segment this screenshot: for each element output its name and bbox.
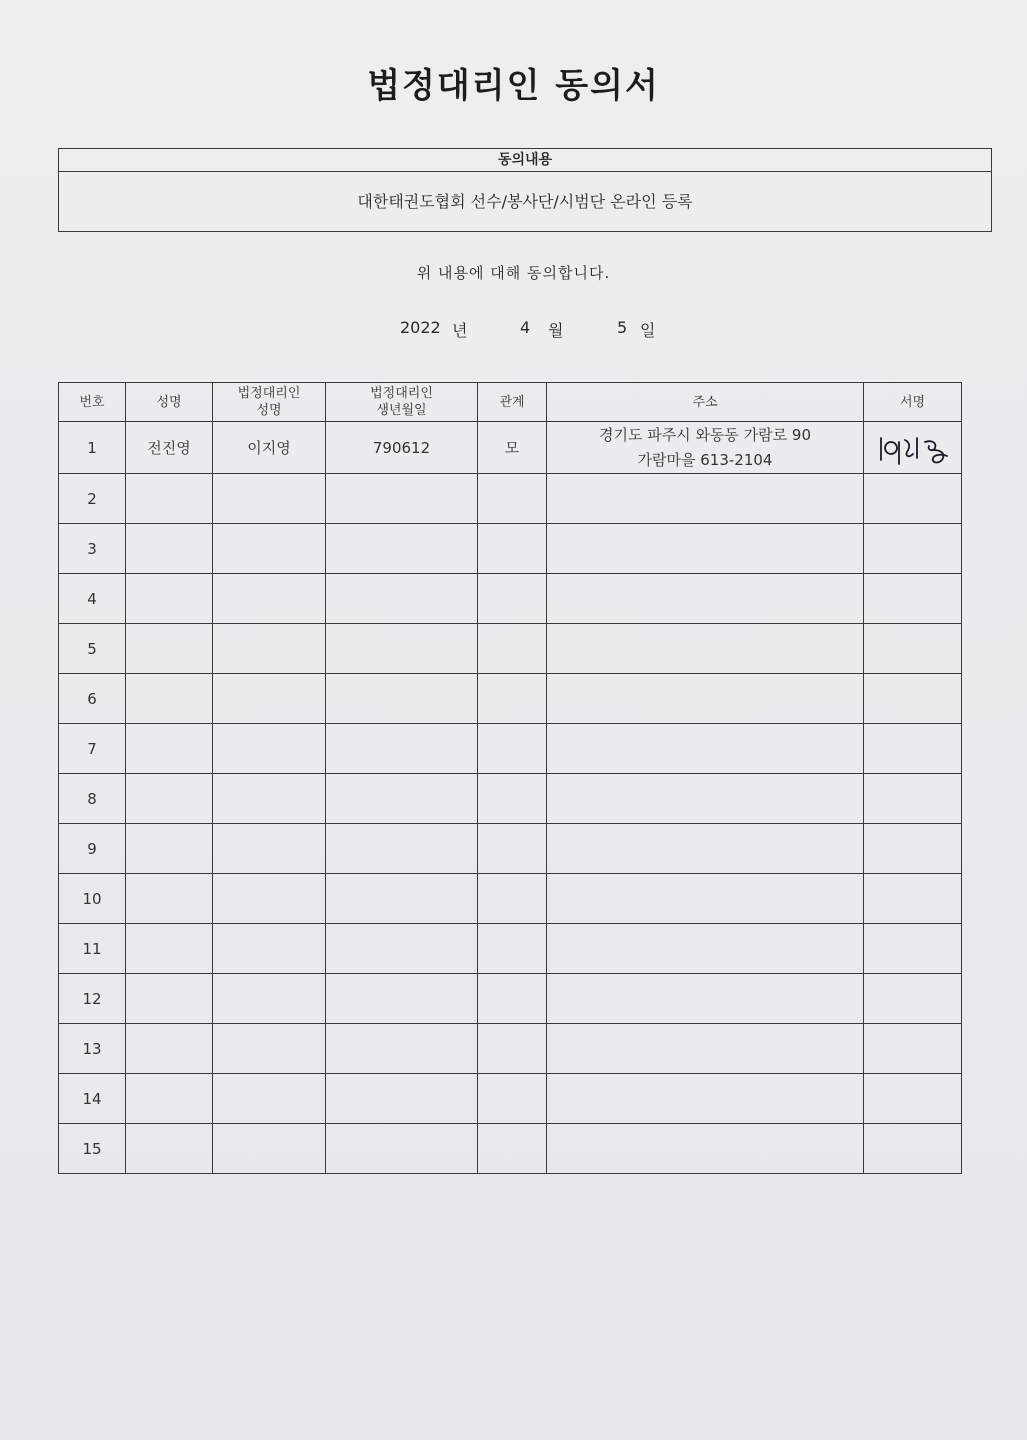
cell-guardian-birth — [326, 1074, 478, 1124]
header-no: 번호 — [59, 383, 126, 422]
consent-body: 대한태권도협회 선수/봉사단/시범단 온라인 등록 — [357, 192, 693, 211]
cell-no: 15 — [59, 1124, 126, 1174]
cell-name — [126, 524, 213, 574]
cell-guardian-birth — [326, 574, 478, 624]
table-header-row — [59, 383, 962, 422]
cell-address — [547, 574, 864, 624]
cell-guardian-birth — [326, 1024, 478, 1074]
table-row — [59, 674, 962, 724]
table-row — [59, 774, 962, 824]
header-guardian-name-line1: 법정대리인 — [237, 386, 301, 401]
cell-relation — [478, 724, 547, 774]
cell-guardian-birth — [326, 524, 478, 574]
cell-name — [126, 874, 213, 924]
table-row — [59, 724, 962, 774]
date-month-unit: 월 — [548, 321, 564, 340]
cell-no: 14 — [59, 1074, 126, 1124]
cell-relation — [478, 774, 547, 824]
header-signature: 서명 — [864, 383, 962, 422]
cell-name — [126, 774, 213, 824]
cell-guardian-birth — [326, 774, 478, 824]
date-row — [0, 318, 1027, 342]
cell-guardian-birth — [326, 624, 478, 674]
cell-address — [547, 724, 864, 774]
table-row — [59, 574, 962, 624]
cell-signature — [864, 974, 962, 1024]
consent-box — [58, 148, 992, 232]
cell-signature — [864, 874, 962, 924]
cell-signature — [864, 624, 962, 674]
cell-address — [547, 774, 864, 824]
cell-no: 3 — [59, 524, 126, 574]
cell-relation — [478, 974, 547, 1024]
cell-signature — [864, 1124, 962, 1174]
date-month: 4 — [520, 318, 531, 337]
cell-name — [126, 574, 213, 624]
cell-signature — [864, 824, 962, 874]
cell-signature — [864, 724, 962, 774]
cell-no: 9 — [59, 824, 126, 874]
date-day: 5 — [617, 318, 628, 337]
guardian-table — [58, 382, 962, 1174]
cell-relation — [478, 624, 547, 674]
table-row — [59, 924, 962, 974]
cell-name — [126, 1024, 213, 1074]
cell-name — [126, 1074, 213, 1124]
cell-guardian-name — [213, 874, 326, 924]
cell-guardian-birth — [326, 724, 478, 774]
table-row — [59, 874, 962, 924]
cell-no: 8 — [59, 774, 126, 824]
cell-address — [547, 1024, 864, 1074]
cell-guardian-name — [213, 724, 326, 774]
cell-relation — [478, 1124, 547, 1174]
cell-guardian-birth: 790612 — [326, 422, 478, 474]
table-row — [59, 1124, 962, 1174]
cell-guardian-birth — [326, 1124, 478, 1174]
cell-guardian-name — [213, 924, 326, 974]
cell-guardian-birth — [326, 974, 478, 1024]
address-line1: 경기도 파주시 와동동 가람로 90 — [598, 425, 812, 444]
cell-signature — [864, 1024, 962, 1074]
cell-relation — [478, 874, 547, 924]
cell-no: 13 — [59, 1024, 126, 1074]
cell-signature — [864, 574, 962, 624]
cell-relation — [478, 674, 547, 724]
table-row — [59, 474, 962, 524]
cell-guardian-name — [213, 974, 326, 1024]
cell-guardian-birth — [326, 474, 478, 524]
date-year: 2022 — [400, 318, 441, 337]
cell-address — [547, 874, 864, 924]
cell-signature — [864, 1074, 962, 1124]
table-row — [59, 824, 962, 874]
cell-name — [126, 824, 213, 874]
cell-relation — [478, 924, 547, 974]
header-name: 성명 — [126, 383, 213, 422]
cell-no: 1 — [59, 422, 126, 474]
header-relation: 관계 — [478, 383, 547, 422]
cell-name — [126, 974, 213, 1024]
cell-relation: 모 — [478, 422, 547, 474]
table-row — [59, 1074, 962, 1124]
agree-statement: 위 내용에 대해 동의합니다. — [416, 264, 611, 282]
document-title: 법정대리인 동의서 — [367, 66, 660, 106]
table-row — [59, 524, 962, 574]
consent-heading: 동의내용 — [59, 149, 991, 172]
cell-name — [126, 674, 213, 724]
cell-guardian-name — [213, 1124, 326, 1174]
cell-no: 7 — [59, 724, 126, 774]
table-row — [59, 974, 962, 1024]
header-guardian-name-line2: 성명 — [256, 403, 282, 418]
cell-guardian-name — [213, 524, 326, 574]
cell-no: 11 — [59, 924, 126, 974]
address-line2: 가람마을 613-2104 — [637, 450, 773, 469]
cell-guardian-name — [213, 624, 326, 674]
cell-guardian-name — [213, 824, 326, 874]
cell-name — [126, 1124, 213, 1174]
handwritten-signature — [873, 428, 953, 468]
cell-signature — [864, 524, 962, 574]
cell-address — [547, 1074, 864, 1124]
date-day-unit: 일 — [640, 321, 656, 340]
header-guardian-birth — [326, 383, 478, 422]
cell-relation — [478, 1074, 547, 1124]
cell-relation — [478, 1024, 547, 1074]
cell-signature — [864, 774, 962, 824]
header-guardian-name — [213, 383, 326, 422]
cell-signature — [864, 422, 962, 474]
cell-guardian-birth — [326, 874, 478, 924]
cell-guardian-name — [213, 474, 326, 524]
header-guardian-birth-line1: 법정대리인 — [370, 386, 433, 401]
cell-no: 5 — [59, 624, 126, 674]
table-row — [59, 422, 962, 474]
cell-relation — [478, 574, 547, 624]
cell-address — [547, 674, 864, 724]
cell-name — [126, 924, 213, 974]
cell-guardian-name: 이지영 — [213, 422, 326, 474]
cell-guardian-name — [213, 1024, 326, 1074]
cell-name — [126, 474, 213, 524]
table-row — [59, 624, 962, 674]
cell-relation — [478, 524, 547, 574]
cell-guardian-name — [213, 674, 326, 724]
cell-name — [126, 624, 213, 674]
cell-no: 10 — [59, 874, 126, 924]
cell-relation — [478, 824, 547, 874]
cell-address — [547, 624, 864, 674]
cell-name: 전진영 — [126, 422, 213, 474]
cell-address — [547, 924, 864, 974]
date-year-unit: 년 — [452, 321, 468, 340]
cell-no: 12 — [59, 974, 126, 1024]
table-row — [59, 1024, 962, 1074]
cell-guardian-name — [213, 774, 326, 824]
header-guardian-birth-line2: 생년월일 — [376, 403, 427, 418]
cell-guardian-birth — [326, 674, 478, 724]
cell-address — [547, 474, 864, 524]
cell-relation — [478, 474, 547, 524]
cell-no: 6 — [59, 674, 126, 724]
cell-address — [547, 422, 864, 474]
cell-address — [547, 824, 864, 874]
cell-no: 2 — [59, 474, 126, 524]
cell-guardian-name — [213, 574, 326, 624]
cell-guardian-name — [213, 1074, 326, 1124]
cell-guardian-birth — [326, 824, 478, 874]
cell-signature — [864, 474, 962, 524]
cell-no: 4 — [59, 574, 126, 624]
cell-address — [547, 524, 864, 574]
cell-signature — [864, 924, 962, 974]
cell-address — [547, 974, 864, 1024]
cell-name — [126, 724, 213, 774]
cell-address — [547, 1124, 864, 1174]
cell-signature — [864, 674, 962, 724]
header-address: 주소 — [547, 383, 864, 422]
cell-guardian-birth — [326, 924, 478, 974]
